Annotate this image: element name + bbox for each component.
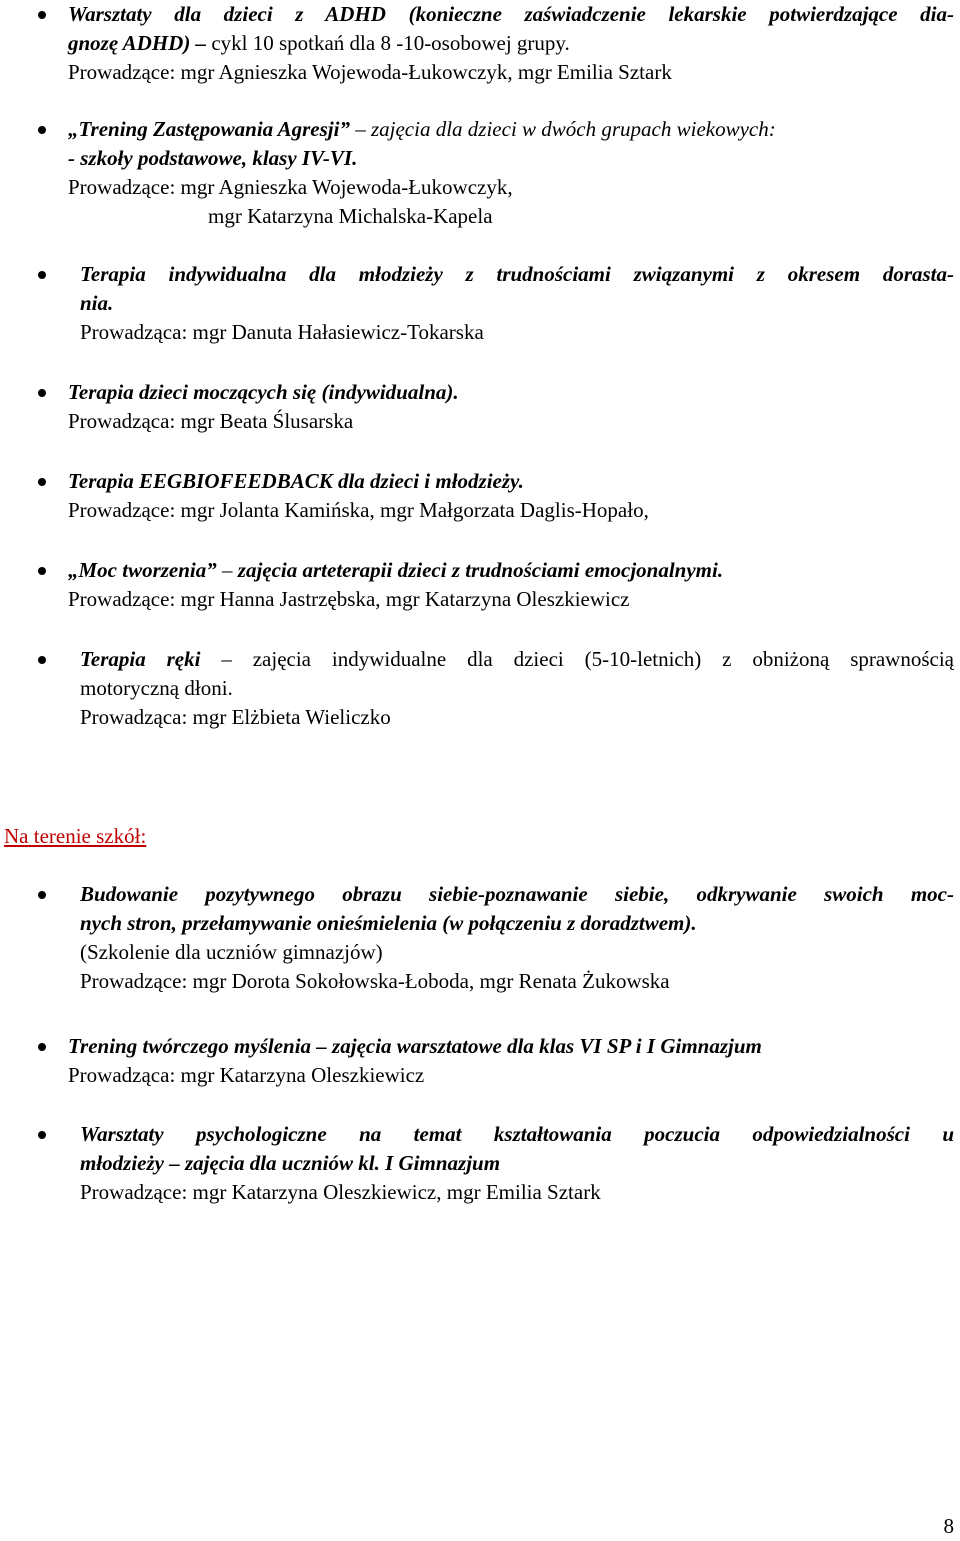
text-line xyxy=(68,29,954,58)
text-line xyxy=(80,1149,954,1178)
text-run: Prowadzące: mgr Katarzyna Oleszkiewicz, mgr Emilia Sztark xyxy=(80,1180,601,1204)
text-line xyxy=(68,173,954,202)
text-line xyxy=(80,260,954,289)
text-line xyxy=(68,467,954,496)
bullet-icon xyxy=(38,1131,46,1139)
list-item xyxy=(80,645,954,732)
text-line xyxy=(80,909,954,938)
page-number: 8 xyxy=(943,1514,954,1538)
bullet-icon xyxy=(38,389,46,397)
text-run: Trening twórczego myślenia – zajęcia warsztatowe dla klas VI SP i I Gimnazjum xyxy=(68,1034,762,1058)
text-run: - szkoły podstawowe, klasy IV-VI. xyxy=(68,146,358,170)
text-run: cykl 10 spotkań dla 8 -10-osobowej grupy. xyxy=(211,31,570,55)
list-item xyxy=(68,378,954,436)
bullet-icon xyxy=(38,656,46,664)
text-line xyxy=(80,674,954,703)
text-line xyxy=(80,703,954,732)
bullet-icon xyxy=(38,271,46,279)
text-line xyxy=(80,938,954,967)
text-run: Prowadząca: mgr Elżbieta Wieliczko xyxy=(80,705,391,729)
text-line xyxy=(68,378,954,407)
list-item xyxy=(80,1120,954,1207)
text-line xyxy=(68,58,954,87)
text-run: Terapia dzieci moczących się (indywidualna). xyxy=(68,380,459,404)
text-run: (Szkolenie dla uczniów gimnazjów) xyxy=(80,940,383,964)
text-line xyxy=(68,407,954,436)
text-run: Prowadząca: mgr Katarzyna Oleszkiewicz xyxy=(68,1063,425,1087)
text-run: „Moc tworzenia” xyxy=(68,558,217,582)
text-run: Prowadzące: mgr Jolanta Kamińska, mgr Małgorzata Daglis-Hopało, xyxy=(68,498,649,522)
text-run: gnozę ADHD) – xyxy=(68,31,212,55)
text-line xyxy=(68,496,954,525)
text-line xyxy=(80,289,954,318)
text-run: – zajęcia indywidualne dla dzieci (5-10-letnich) z obniżoną sprawnością xyxy=(200,647,954,671)
text-run: Prowadzące: mgr Dorota Sokołowska-Łoboda, mgr Renata Żukowska xyxy=(80,969,670,993)
text-run: Warsztaty dla dzieci z ADHD (konieczne zaświadczenie lekarskie potwierdzające dia- xyxy=(68,2,954,26)
text-run: mgr Katarzyna Michalska-Kapela xyxy=(208,204,493,228)
text-line xyxy=(68,0,954,29)
list-item xyxy=(68,1032,954,1090)
text-run: – zajęcia dla dzieci w dwóch grupach wiekowych: xyxy=(349,117,776,141)
text-line xyxy=(80,1120,954,1149)
text-line xyxy=(68,144,954,173)
text-run: Terapia indywidualna dla młodzieży z trudnościami związanymi z okresem dorasta- xyxy=(80,262,954,286)
list-item xyxy=(68,467,954,525)
bullet-icon xyxy=(38,891,46,899)
text-run: młodzieży – zajęcia dla uczniów kl. I Gimnazjum xyxy=(80,1151,501,1175)
text-run: zajęcia arteterapii dzieci z trudnościami emocjonalnymi. xyxy=(237,558,724,582)
list-item xyxy=(68,0,954,87)
list-item xyxy=(68,556,954,614)
bullet-icon xyxy=(38,567,46,575)
list-item xyxy=(68,115,954,231)
bullet-icon xyxy=(38,478,46,486)
text-run: Prowadząca: mgr Danuta Hałasiewicz-Tokarska xyxy=(80,320,484,344)
text-run: Prowadzące: mgr Agnieszka Wojewoda-Łukowczyk, mgr Emilia Sztark xyxy=(68,60,672,84)
text-line xyxy=(68,1061,954,1090)
text-line xyxy=(80,967,954,996)
list-item xyxy=(80,880,954,996)
text-run: Prowadzące: mgr Hanna Jastrzębska, mgr Katarzyna Oleszkiewicz xyxy=(68,587,630,611)
text-line xyxy=(68,585,954,614)
text-run: Terapia ręki xyxy=(80,647,201,671)
text-line xyxy=(80,1178,954,1207)
text-run: Terapia EEGBIOFEEDBACK dla dzieci i młodzieży. xyxy=(68,469,524,493)
text-line xyxy=(80,880,954,909)
bullet-icon xyxy=(38,11,46,19)
text-run: motoryczną dłoni. xyxy=(80,676,233,700)
bullet-icon xyxy=(38,126,46,134)
text-run: Warsztaty psychologiczne na temat kształtowania poczucia odpowiedzialności u xyxy=(80,1122,954,1146)
text-run: – xyxy=(216,558,238,582)
text-line xyxy=(68,115,954,144)
text-run: Budowanie pozytywnego obrazu siebie-poznawanie siebie, odkrywanie swoich moc- xyxy=(80,882,954,906)
text-line xyxy=(68,1032,954,1061)
text-line xyxy=(80,645,954,674)
text-run: Prowadzące: mgr Agnieszka Wojewoda-Łukowczyk, xyxy=(68,175,513,199)
text-run: nych stron, przełamywanie onieśmielenia (w połączeniu z doradztwem). xyxy=(80,911,697,935)
bullet-icon xyxy=(38,1043,46,1051)
text-run: „Trening Zastępowania Agresji” xyxy=(68,117,350,141)
text-line xyxy=(68,202,954,231)
section-heading: Na terenie szkół: xyxy=(4,824,147,848)
text-line xyxy=(80,318,954,347)
text-run: nia. xyxy=(80,291,114,315)
text-run: Prowadząca: mgr Beata Ślusarska xyxy=(68,409,354,433)
list-item xyxy=(80,260,954,347)
text-line xyxy=(68,556,954,585)
